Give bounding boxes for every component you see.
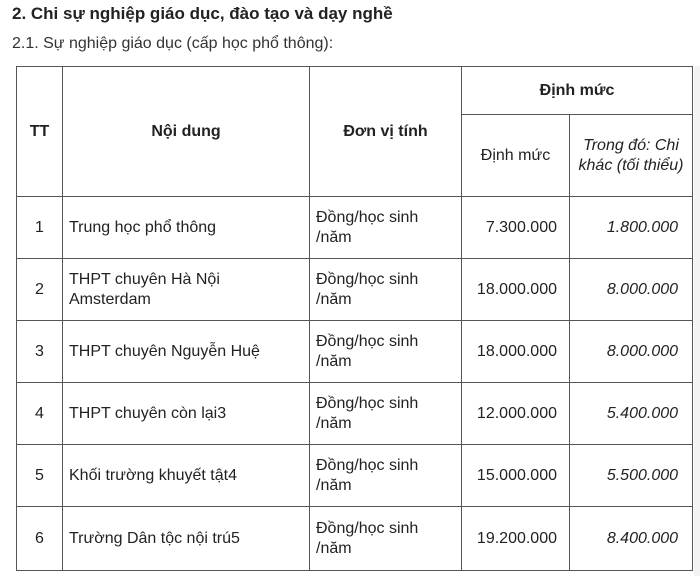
row-norm: 7.300.000 [462, 197, 570, 259]
section-heading: 2. Chi sự nghiệp giáo dục, đào tạo và dạy nghề [12, 4, 393, 23]
row-norm: 18.000.000 [462, 259, 570, 321]
row-norm: 19.200.000 [462, 507, 570, 571]
table-row [17, 507, 693, 571]
row-tt: 2 [17, 259, 63, 321]
row-other: 5.500.000 [570, 445, 693, 507]
row-unit: Đồng/học sinh /năm [310, 197, 462, 259]
norms-table [16, 66, 693, 571]
row-content: Trung học phổ thông [63, 197, 310, 259]
header-norm-group: Định mức [462, 67, 693, 115]
row-content: THPT chuyên Nguyễn Huệ [63, 321, 310, 383]
header-other: Trong đó: Chi khác (tối thiểu) [570, 115, 693, 197]
page-scrollbar[interactable] [694, 66, 700, 576]
table-header-row [17, 67, 693, 115]
row-unit: Đồng/học sinh /năm [310, 321, 462, 383]
row-tt: 6 [17, 507, 63, 571]
table-row [17, 445, 693, 507]
row-tt: 3 [17, 321, 63, 383]
header-content: Nội dung [63, 67, 310, 197]
header-tt: TT [17, 67, 63, 197]
header-unit: Đơn vị tính [310, 67, 462, 197]
subsection-heading: 2.1. Sự nghiệp giáo dục (cấp học phổ thông): [12, 35, 334, 52]
row-unit: Đồng/học sinh /năm [310, 507, 462, 571]
table-row [17, 383, 693, 445]
row-content: THPT chuyên Hà Nội Amsterdam [63, 259, 310, 321]
row-tt: 4 [17, 383, 63, 445]
table-row [17, 197, 693, 259]
row-content: Trường Dân tộc nội trú5 [63, 507, 310, 571]
row-other: 8.000.000 [570, 259, 693, 321]
row-norm: 18.000.000 [462, 321, 570, 383]
row-norm: 15.000.000 [462, 445, 570, 507]
row-other: 5.400.000 [570, 383, 693, 445]
row-other: 8.400.000 [570, 507, 693, 571]
row-unit: Đồng/học sinh /năm [310, 383, 462, 445]
row-other: 8.000.000 [570, 321, 693, 383]
row-tt: 5 [17, 445, 63, 507]
header-norm: Định mức [462, 115, 570, 197]
row-content: Khối trường khuyết tật4 [63, 445, 310, 507]
row-other: 1.800.000 [570, 197, 693, 259]
row-content: THPT chuyên còn lại3 [63, 383, 310, 445]
row-tt: 1 [17, 197, 63, 259]
table-row [17, 321, 693, 383]
row-norm: 12.000.000 [462, 383, 570, 445]
row-unit: Đồng/học sinh /năm [310, 445, 462, 507]
row-unit: Đồng/học sinh /năm [310, 259, 462, 321]
table-row [17, 259, 693, 321]
